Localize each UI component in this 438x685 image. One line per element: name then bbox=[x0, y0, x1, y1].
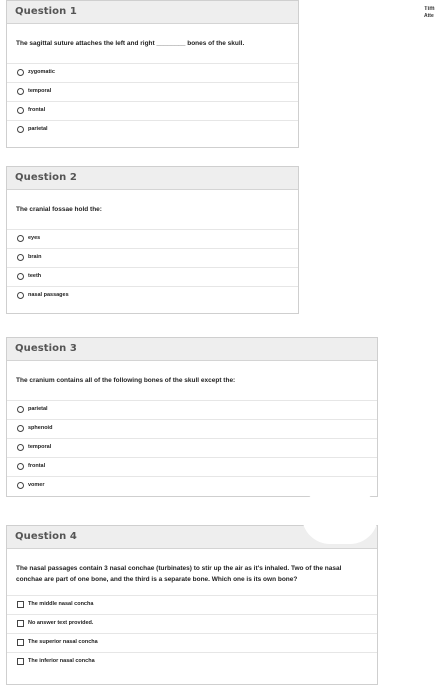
overlay-shape bbox=[302, 488, 378, 544]
answer-option[interactable] bbox=[7, 248, 298, 267]
radio-button[interactable] bbox=[17, 406, 24, 413]
checkbox[interactable] bbox=[17, 658, 24, 665]
question-title: Question 4 bbox=[15, 531, 77, 542]
question-header bbox=[7, 167, 298, 190]
radio-button[interactable] bbox=[17, 482, 24, 489]
answer-label: frontal bbox=[28, 107, 46, 113]
question-card-2 bbox=[6, 166, 299, 314]
radio-button[interactable] bbox=[17, 126, 24, 133]
answer-label: temporal bbox=[28, 444, 52, 450]
question-card-4 bbox=[6, 525, 378, 685]
question-text: The cranial fossae hold the: bbox=[16, 206, 102, 213]
overlay-shape bbox=[300, 0, 370, 26]
radio-button[interactable] bbox=[17, 254, 24, 261]
question-text: The sagittal suture attaches the left and right ________ bones of the skull. bbox=[16, 40, 245, 47]
answer-label: The superior nasal concha bbox=[28, 639, 98, 645]
question-text: The nasal passages contain 3 nasal conchae (turbinates) to stir up the air as it's inhaled. Two of the nasal conchae are part of one bone, and the third is a separate bone. Which one is its own bone? bbox=[16, 565, 342, 583]
question-header bbox=[7, 1, 298, 24]
answer-label: temporal bbox=[28, 88, 52, 94]
question-title: Question 2 bbox=[15, 172, 77, 183]
question-title: Question 1 bbox=[15, 6, 77, 17]
timer-label: Tim bbox=[424, 6, 435, 12]
answer-option[interactable] bbox=[7, 229, 298, 248]
question-title: Question 3 bbox=[15, 343, 77, 354]
answer-option[interactable] bbox=[7, 286, 298, 305]
answer-option[interactable] bbox=[7, 633, 377, 652]
answer-label: No answer text provided. bbox=[28, 620, 94, 626]
answer-label: nasal passages bbox=[28, 292, 69, 298]
answer-label: The middle nasal concha bbox=[28, 601, 94, 607]
radio-button[interactable] bbox=[17, 235, 24, 242]
checkbox[interactable] bbox=[17, 639, 24, 646]
radio-button[interactable] bbox=[17, 107, 24, 114]
answer-label: eyes bbox=[28, 235, 41, 241]
answer-label: The inferior nasal concha bbox=[28, 658, 95, 664]
checkbox[interactable] bbox=[17, 620, 24, 627]
question-header bbox=[7, 338, 377, 361]
answer-option[interactable] bbox=[7, 63, 298, 82]
answer-label: teeth bbox=[28, 273, 42, 279]
answer-option[interactable] bbox=[7, 101, 298, 120]
answer-option[interactable] bbox=[7, 400, 377, 419]
radio-button[interactable] bbox=[17, 444, 24, 451]
radio-button[interactable] bbox=[17, 273, 24, 280]
answer-option[interactable] bbox=[7, 614, 377, 633]
answer-label: brain bbox=[28, 254, 42, 260]
answer-option[interactable] bbox=[7, 595, 377, 614]
answer-label: parietal bbox=[28, 406, 48, 412]
answer-label: parietal bbox=[28, 126, 48, 132]
answer-option[interactable] bbox=[7, 419, 377, 438]
timer-panel bbox=[424, 6, 438, 19]
answer-label: vomer bbox=[28, 482, 45, 488]
answer-option[interactable] bbox=[7, 457, 377, 476]
answer-label: sphenoid bbox=[28, 425, 53, 431]
answer-option[interactable] bbox=[7, 120, 298, 139]
answer-label: zygomatic bbox=[28, 69, 55, 75]
answer-option[interactable] bbox=[7, 652, 377, 671]
answer-option[interactable] bbox=[7, 82, 298, 101]
radio-button[interactable] bbox=[17, 425, 24, 432]
radio-button[interactable] bbox=[17, 292, 24, 299]
question-card-3 bbox=[6, 337, 378, 497]
radio-button[interactable] bbox=[17, 88, 24, 95]
answer-option[interactable] bbox=[7, 267, 298, 286]
answer-label: frontal bbox=[28, 463, 46, 469]
checkbox[interactable] bbox=[17, 601, 24, 608]
question-card-1 bbox=[6, 0, 299, 148]
attempt-label: Atte bbox=[424, 13, 434, 19]
radio-button[interactable] bbox=[17, 463, 24, 470]
radio-button[interactable] bbox=[17, 69, 24, 76]
answer-option[interactable] bbox=[7, 438, 377, 457]
question-text: The cranium contains all of the following bones of the skull except the: bbox=[16, 377, 236, 384]
